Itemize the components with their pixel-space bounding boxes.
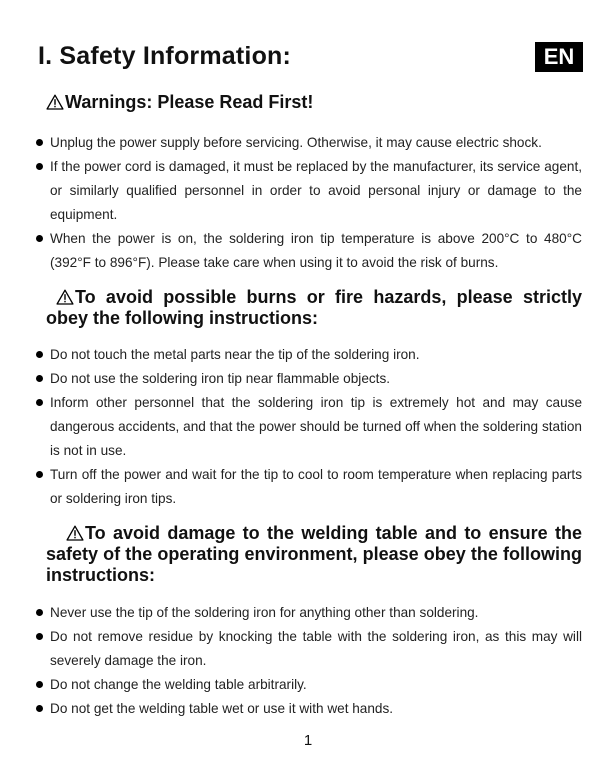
bullet-dot (36, 609, 43, 616)
list-item: Do not remove residue by knocking the table with the soldering iron, as this may will severely damage the iron. (36, 625, 582, 673)
bullet-dot (36, 375, 43, 382)
warning-triangle-icon (56, 289, 74, 305)
section-welding-table (46, 523, 582, 586)
section-heading: To avoid damage to the welding table and to ensure the safety of the operating environment, please obey the following instructions: (46, 523, 582, 585)
bullet-dot (36, 681, 43, 688)
list-item: Do not touch the metal parts near the tip of the soldering iron. (36, 343, 582, 367)
bullet-dot (36, 163, 43, 170)
section-heading: To avoid possible burns or fire hazards, please strictly obey the following instructions: (46, 287, 582, 328)
list-item: When the power is on, the soldering iron tip temperature is above 200°C to 480°C (392°F to 896°F). Please take care when using it to avoid the risk of burns. (36, 227, 582, 275)
section-heading: Warnings: Please Read First! (65, 92, 314, 112)
list-item: Turn off the power and wait for the tip to cool to room temperature when replacing parts or soldering iron tips. (36, 463, 582, 511)
bullet-dot (36, 471, 43, 478)
list-item: Unplug the power supply before servicing. Otherwise, it may cause electric shock. (36, 131, 582, 155)
section-burns (46, 287, 582, 329)
bullet-dot (36, 139, 43, 146)
page-title: I. Safety Information: (38, 42, 292, 70)
warning-triangle-icon (66, 525, 84, 541)
warning-triangle-icon (46, 94, 64, 110)
bullet-dot (36, 633, 43, 640)
bullet-dot (36, 235, 43, 242)
warnings-list (36, 131, 582, 275)
burns-list (36, 343, 582, 511)
list-item: Do not get the welding table wet or use it with wet hands. (36, 697, 582, 721)
list-item: Never use the tip of the soldering iron for anything other than soldering. (36, 601, 582, 625)
list-item: Inform other personnel that the soldering iron tip is extremely hot and may cause dangerous accidents, and that the power should be turned off when the soldering station is not in use. (36, 391, 582, 463)
list-item: Do not use the soldering iron tip near flammable objects. (36, 367, 582, 391)
list-item: If the power cord is damaged, it must be replaced by the manufacturer, its service agent, or similarly qualified personnel in order to avoid personal injury or damage to the equipment. (36, 155, 582, 227)
page-number: 1 (303, 732, 313, 749)
bullet-dot (36, 705, 43, 712)
section-warnings (46, 92, 313, 113)
bullet-dot (36, 351, 43, 358)
welding-table-list (36, 601, 582, 721)
bullet-dot (36, 399, 43, 406)
list-item: Do not change the welding table arbitrarily. (36, 673, 582, 697)
language-badge: EN (535, 42, 583, 72)
